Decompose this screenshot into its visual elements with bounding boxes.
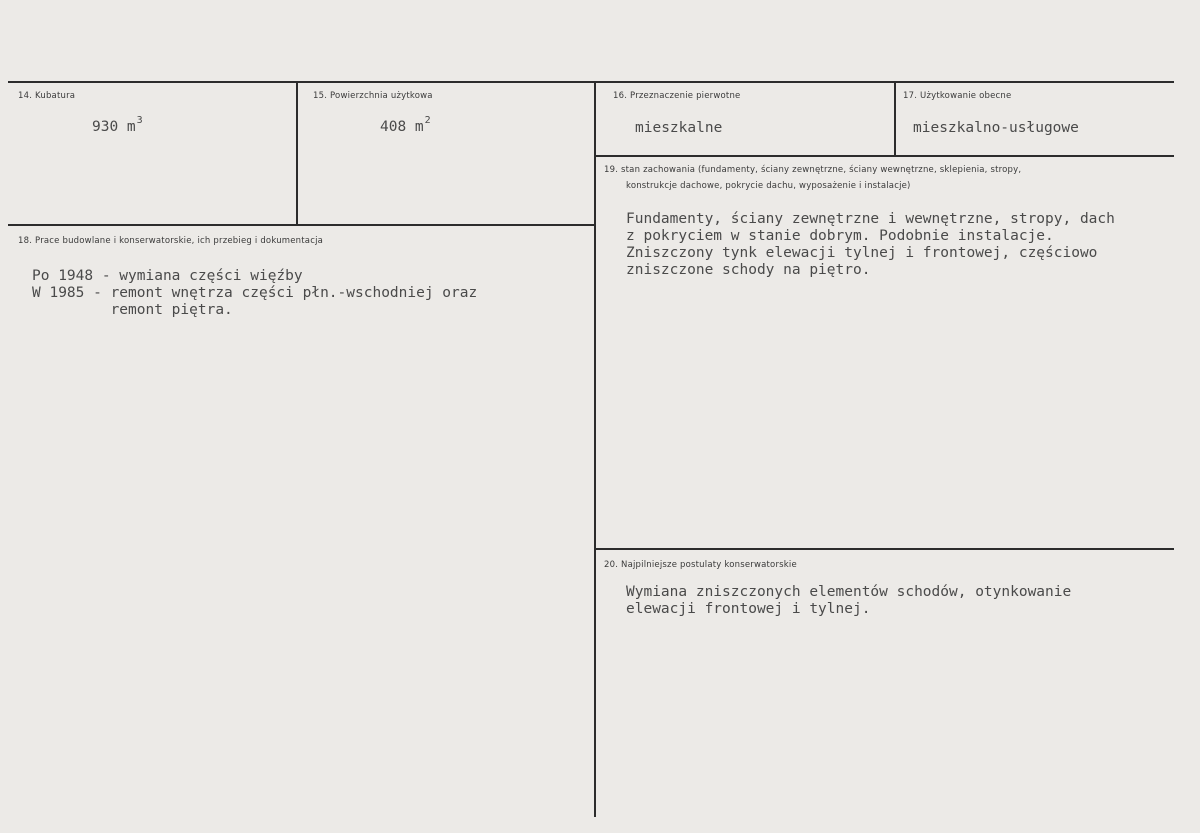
divider-14-15: [296, 82, 298, 225]
field-17-value: mieszkalno-usługowe: [913, 120, 1079, 136]
field-14-label: 14. Kubatura: [18, 91, 76, 101]
field-20-label: 20. Najpilniejsze postulaty konserwatorskie: [604, 560, 797, 570]
rule-above-18: [8, 224, 596, 226]
divider-16-17: [894, 82, 896, 156]
field-18-label: 18. Prace budowlane i konserwatorskie, ich przebieg i dokumentacja: [18, 236, 324, 246]
field-19-label-line-2: konstrukcje dachowe, pokrycie dachu, wyposażenie i instalacje): [626, 181, 911, 191]
field-19-line-2: z pokryciem w stanie dobrym. Podobnie instalacje.: [626, 228, 1054, 244]
field-20-line-1: Wymiana zniszczonych elementów schodów, otynkowanie: [626, 584, 1072, 600]
field-15-value: [380, 115, 431, 137]
field-19-line-1: Fundamenty, ściany zewnętrzne i wewnętrzne, stropy, dach: [626, 211, 1115, 227]
rule-above-20: [596, 548, 1174, 550]
area-value: 408 m: [380, 119, 424, 135]
top-rule: [8, 81, 1174, 83]
field-20-line-2: elewacji frontowej i tylnej.: [626, 601, 871, 617]
field-17-label: 17. Użytkowanie obecne: [903, 91, 1012, 101]
area-unit-exponent: 2: [424, 115, 431, 126]
field-18-line-3: remont piętra.: [32, 302, 233, 318]
rule-above-19: [596, 155, 1174, 157]
field-19-line-4: zniszczone schody na piętro.: [626, 262, 871, 278]
field-16-label: 16. Przeznaczenie pierwotne: [613, 91, 741, 101]
field-16-value: mieszkalne: [635, 120, 723, 136]
field-19-label-line-1: 19. stan zachowania (fundamenty, ściany zewnętrzne, ściany wewnętrzne, sklepienia, stropy,: [604, 165, 1022, 175]
volume-unit-exponent: 3: [136, 115, 143, 126]
volume-value: 930 m: [92, 119, 136, 135]
field-15-label: 15. Powierzchnia użytkowa: [313, 91, 433, 101]
field-18-line-2: W 1985 - remont wnętrza części płn.-wschodniej oraz: [32, 285, 478, 301]
center-divider: [594, 82, 596, 817]
field-14-value: [92, 115, 143, 137]
field-19-line-3: Zniszczony tynk elewacji tylnej i frontowej, częściowo: [626, 245, 1098, 261]
field-18-line-1: Po 1948 - wymiana części więźby: [32, 268, 303, 284]
